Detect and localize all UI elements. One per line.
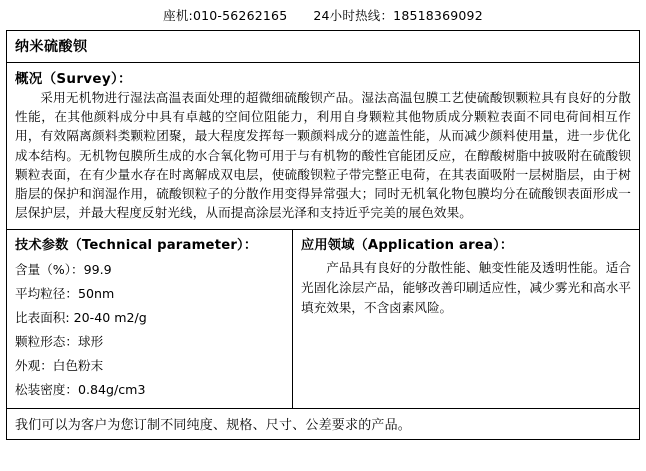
application-area-cell [293, 230, 639, 408]
hotline-phone: 24小时热线：18518369092 [313, 8, 483, 23]
list-item: 松装密度：0.84g/cm3 [15, 382, 146, 398]
specs-and-applications-row [7, 230, 639, 409]
custom-order-note: 我们可以为客户为您订制不同纯度、规格、尺寸、公差要求的产品。 [15, 418, 412, 434]
list-item: 外观：白色粉末 [15, 358, 104, 374]
list-item: 平均粒径：50nm [15, 286, 115, 302]
application-heading: 应用领域（Application area）： [301, 238, 514, 254]
technical-parameter-cell [7, 230, 293, 408]
application-paragraph: 产品具有良好的分散性能、触变性能及透明性能。适合光固化涂层产品，能够改善印刷适应性，减少雾光和高水平填充效果，不含卤素风险。 [301, 260, 631, 316]
list-item: 颗粒形态：球形 [15, 334, 104, 350]
technical-heading: 技术参数（Technical parameter）： [15, 238, 258, 254]
survey-heading: 概况（Survey）： [15, 71, 132, 87]
technical-parameter-list [15, 258, 284, 402]
survey-paragraph: 采用无机物进行湿法高温表面处理的超微细硫酸钡产品。湿法高温包膜工艺使硫酸钡颗粒具有良好的分散性能，在其他颜料成分中具有卓越的空间位阻能力，利用自身颗粒其他物质成分颗粒表面不同电荷间相互作用，有效隔离颜料类颗粒团聚，最大程度发挥每一颗颜料成分的遮盖性能，从而减少颜料使用量，进一步优化成本结构。无机物包膜所生成的水合氧化物可用于与有机物的酸性官能团反应，在醇酸树脂中披吸附在硫酸钡颗粒表面，在有少量水存在时离解成双电层，使硫酸钡粒子带完整正电荷，在其表面吸附一层树脂层，由于树脂层的保护和润湿作用，硫酸钡粒子的分散作用变得异常强大；同时无机氧化物包膜均分在硫酸钡表面形成一层保护层，并最大程度反射光线，从而提高涂层光泽和支持近乎完美的展色效果。 [15, 90, 631, 221]
survey-section [7, 63, 639, 230]
datasheet-table [6, 30, 640, 440]
list-item: 含量（%）：99.9 [15, 262, 112, 278]
contact-bar [0, 0, 646, 26]
list-item: 比表面积: 20-40 m2/g [15, 310, 147, 326]
landline-phone: 座机:010-56262165 [163, 8, 288, 23]
product-title: 纳米硫酸钡 [7, 31, 639, 63]
